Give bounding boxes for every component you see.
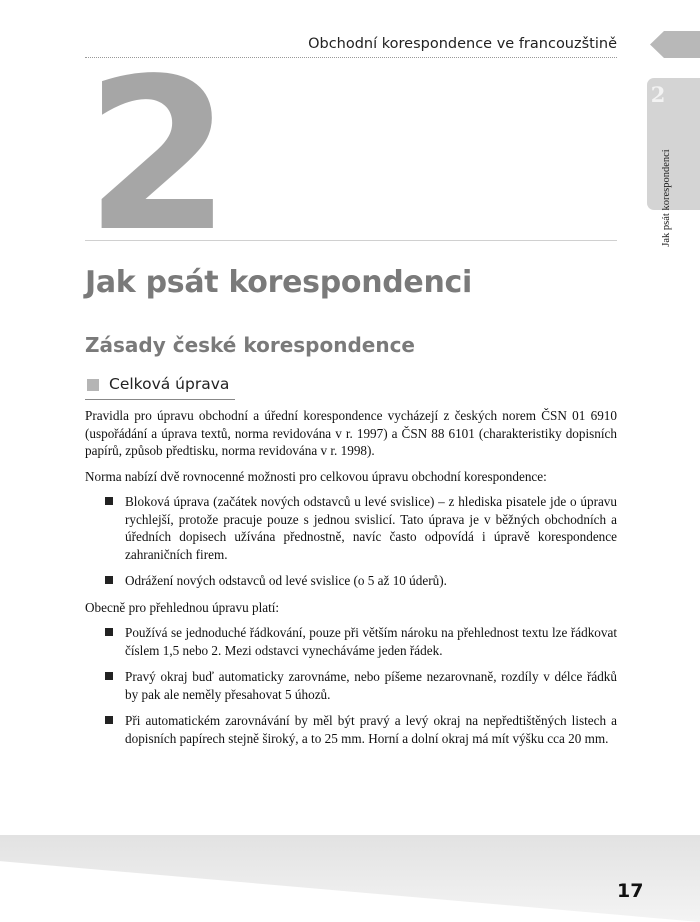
- square-bullet-icon: [105, 497, 113, 505]
- chapter-title: Jak psát korespondenci: [85, 265, 473, 300]
- list-item: [85, 668, 617, 703]
- list-item-text: Pravý okraj buď automaticky zarovnáme, nebo píšeme nezarovnaně, rozdíly v délce řádků by pak ale neměly přesahovat 5 úhozů.: [125, 669, 617, 702]
- list-item: [85, 572, 617, 590]
- paragraph: Pravidla pro úpravu obchodní a úřední korespondence vycházejí z českých norem ČSN 01 6910 (uspořádání a úprava textů, norma revidována v r. 1997) a ČSN 88 6101 (charakteristiky dopisních papírů, způsob předtisku, norma revidována v r. 1998).: [85, 408, 617, 458]
- subsection-heading: [85, 375, 235, 400]
- header-arrow-tab: [650, 31, 700, 58]
- square-bullet-icon: [105, 716, 113, 724]
- chapter-divider: [85, 240, 617, 241]
- square-bullet-icon: [105, 628, 113, 636]
- paragraph: Obecně pro přehlednou úpravu platí:: [85, 599, 280, 615]
- paragraph: Norma nabízí dvě rovnocenné možnosti pro celkovou úpravu obchodní korespondence:: [85, 468, 547, 484]
- list-item: [85, 493, 617, 563]
- bullet-list: [85, 624, 617, 747]
- running-header-title: Obchodní korespondence ve francouzštině: [308, 36, 617, 52]
- subsection-title: Celková úprava: [109, 375, 230, 393]
- chapter-number: 2: [85, 33, 228, 278]
- list-item: [85, 712, 617, 747]
- list-item-text: Bloková úprava (začátek nových odstavců u levé svislice) – z hlediska pisatele jde o úpravu rychlejší, protože pracuje pouze s jednou svislicí. Tato úprava je v běžných obchodních a úředních dopisech užívána přednostně, navíc často odpovídá i úpravě korespondence zahraničních firem.: [125, 494, 617, 562]
- section-title: Zásady české korespondence: [85, 333, 415, 357]
- square-bullet-icon: [87, 379, 99, 391]
- list-item-text: Odrážení nových odstavců od levé svislice (o 5 až 10 úderů).: [125, 573, 447, 588]
- square-bullet-icon: [105, 672, 113, 680]
- list-item-text: Používá se jednoduché řádkování, pouze při větším nároku na přehlednost textu lze řádkovat číslem 1,5 nebo 2. Mezi odstavci vynecháváme jeden řádek.: [125, 625, 617, 658]
- body-text: [85, 407, 617, 756]
- chapter-side-tab[interactable]: [647, 78, 700, 247]
- square-bullet-icon: [105, 576, 113, 584]
- side-tab-label: Jak psát korespondenci: [661, 149, 672, 247]
- list-item-text: Při automatickém zarovnávání by měl být pravý a levý okraj na nepředtištěných listech a dopisních papírech stejně široký, a to 25 mm. Horní a dolní okraj má mít výšku cca 20 mm.: [125, 713, 617, 746]
- list-item: [85, 624, 617, 659]
- footer-decoration: [0, 835, 700, 922]
- bullet-list: [85, 493, 617, 590]
- side-tab-number: 2: [650, 82, 666, 107]
- page-number: 17: [617, 880, 644, 902]
